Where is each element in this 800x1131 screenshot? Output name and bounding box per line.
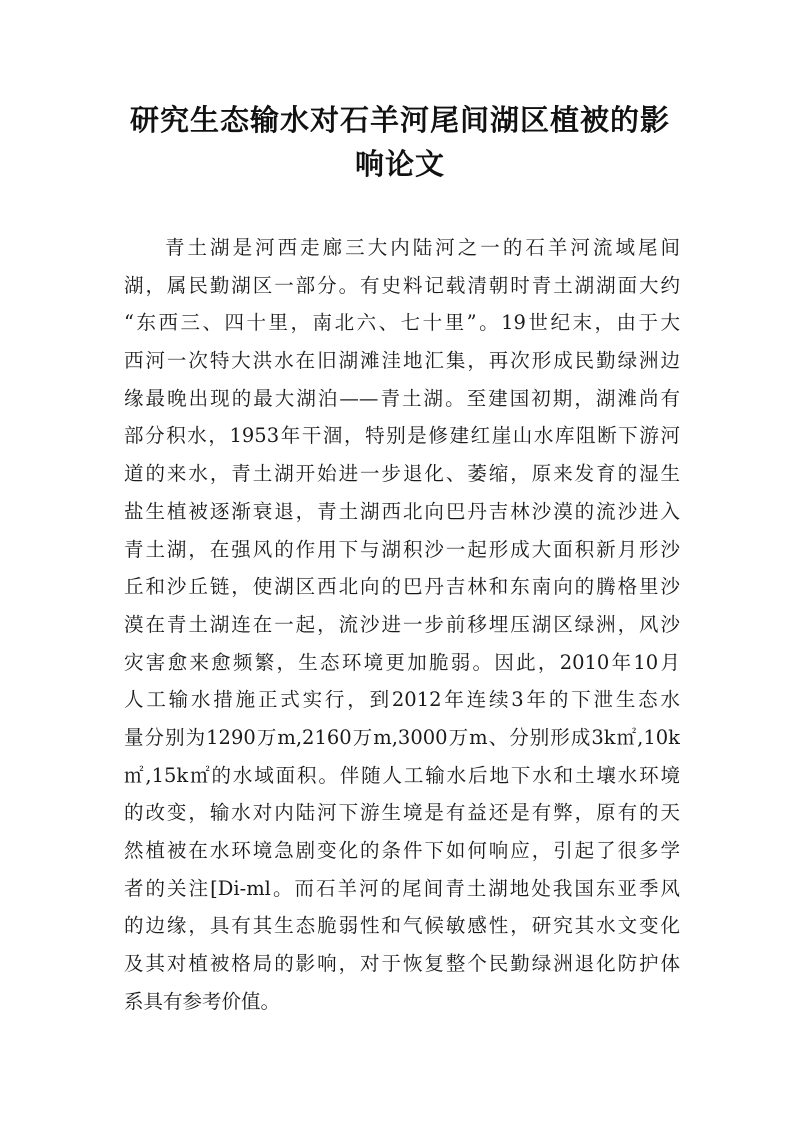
paragraph-line: 人工输水措施正式实行，到2012年连续3年的下泄生态水 xyxy=(124,688,680,712)
paragraph-line: 缘最晚出现的最大湖泊——青土湖。至建国初期，湖滩尚有 xyxy=(124,386,680,410)
paragraph-line: 盐生植被逐渐衰退，青土湖西北向巴丹吉林沙漠的流沙进入 xyxy=(124,499,680,523)
paragraph-line: 系具有参考价值。 xyxy=(124,989,281,1013)
paragraph-line: 湖，属民勤湖区一部分。有史料记载清朝时青土湖湖面大约 xyxy=(124,273,680,297)
paragraph-line: 漠在青土湖连在一起，流沙进一步前移埋压湖区绿洲，风沙 xyxy=(124,612,680,636)
document-body xyxy=(124,229,680,1020)
paragraph-line: 青土湖，在强风的作用下与湖积沙一起形成大面积新月形沙 xyxy=(124,537,680,561)
paragraph-line: 道的来水，青土湖开始进一步退化、萎缩，原来发育的湿生 xyxy=(124,462,680,486)
paragraph-line: 者的关注[Di-ml。而石羊河的尾间青土湖地处我国东亚季风 xyxy=(124,876,680,900)
paragraph-line: “东西三、四十里，南北六、七十里”。19世纪末，由于大 xyxy=(124,311,680,335)
paragraph-line: ㎡,15k㎡的水域面积。伴随人工输水后地下水和土壤水环境 xyxy=(124,763,680,787)
document-title xyxy=(110,98,690,186)
paragraph-line: 灾害愈来愈频繁，生态环境更加脆弱。因此，2010年10月 xyxy=(124,650,680,674)
title-line: 响论文 xyxy=(354,147,445,181)
paragraph-line: 青土湖是河西走廊三大内陆河之一的石羊河流域尾间 xyxy=(165,236,680,259)
paragraph-line: 及其对植被格局的影响，对于恢复整个民勤绿洲退化防护体 xyxy=(124,952,680,976)
paragraph-line: 丘和沙丘链，使湖区西北向的巴丹吉林和东南向的腾格里沙 xyxy=(124,575,680,599)
paragraph-line: 量分别为1290万m,2160万m,3000万m、分别形成3k㎡,10k xyxy=(124,725,680,749)
paragraph-line: 然植被在水环境急剧变化的条件下如何响应，引起了很多学 xyxy=(124,839,680,862)
paragraph-line: 的边缘，具有其生态脆弱性和气候敏感性，研究其水文变化 xyxy=(124,914,680,938)
paragraph-line: 西河一次特大洪水在旧湖滩洼地汇集，再次形成民勤绿洲边 xyxy=(124,349,680,373)
title-line: 研究生态输水对石羊河尾间湖区植被的影 xyxy=(129,103,670,137)
paragraph-line: 部分积水，1953年干涸，特别是修建红崖山水库阻断下游河 xyxy=(124,424,680,448)
paragraph-line: 的改变，输水对内陆河下游生境是有益还是有弊，原有的天 xyxy=(124,801,680,825)
